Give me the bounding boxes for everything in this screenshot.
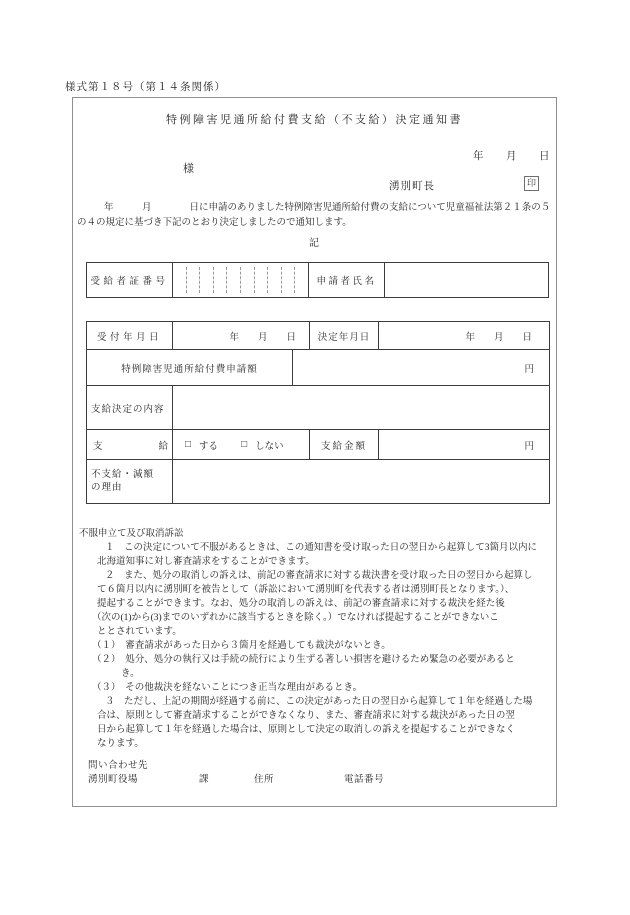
recipient-number-digit-cell[interactable]	[200, 267, 214, 293]
payment-label-left: 支	[93, 441, 103, 452]
appeal-note-line: 合は、原則として審査請求することができなくなり、また、審査請求に対する裁決があった日の翌	[97, 711, 515, 721]
table-row	[87, 386, 549, 430]
table-row	[87, 350, 549, 386]
appeal-note-line: １ この決定について不服があるときは、この通知書を受け取った日の翌日から起算して3箇月以内に	[105, 543, 538, 553]
recipient-number-digit-cell[interactable]	[255, 267, 269, 293]
recipient-table	[86, 262, 549, 298]
decision-content-field[interactable]	[173, 386, 549, 429]
notice-border-box	[72, 97, 557, 807]
denial-reason-label-line2: の理由	[91, 482, 123, 493]
recipient-number-digit-cells	[173, 263, 309, 297]
notice-body-paragraph	[77, 201, 555, 231]
appeal-note-line: （次の(1)から(3)までのいずれかに該当するときを除く。）でなければ提起することができないこ	[92, 613, 499, 623]
table-row	[87, 430, 549, 460]
recipient-number-digit-cell[interactable]	[214, 267, 228, 293]
decision-content-label: 支給決定の内容	[87, 386, 173, 429]
notice-title: 特例障害児通所給付費支給（不支給）決定通知書	[166, 114, 463, 126]
appeal-notes-heading: 不服申立て及び取消訴訟	[79, 529, 184, 539]
seal-label: 印	[526, 178, 536, 188]
contact-address-label: 住所	[254, 775, 275, 785]
appeal-note-line: き。	[121, 669, 140, 679]
addressee-suffix: 様	[183, 163, 194, 175]
recipient-number-digit-cell[interactable]	[173, 267, 187, 293]
checkbox-pay-yes-label: する	[199, 441, 219, 452]
appeal-notes-section	[79, 527, 553, 751]
appeal-note-line: （２） 処分、処分の執行又は手続の続行により生ずる著しい損害を避けるため緊急の必要があると	[92, 655, 515, 665]
table-row	[87, 460, 549, 503]
contact-phone-label: 電話番号	[344, 775, 385, 785]
issue-date-placeholder[interactable]: 年 月 日	[473, 151, 550, 162]
appeal-note-line: ３ ただし、上記の期間が経過する前に、この決定があった日の翌日から起算して１年を経過した場	[105, 697, 533, 707]
body-line-1: 年 月 日に申請のありました特例障害児通所給付費の支給について児童福祉法第２１条の５	[104, 203, 551, 213]
table-row	[87, 322, 549, 350]
checkbox-pay-yes[interactable]: □	[185, 439, 192, 450]
applicant-name-label: 申請者氏名	[309, 263, 385, 297]
contact-office: 湧別町役場	[88, 775, 139, 785]
recipient-number-label: 受給者証番号	[87, 263, 173, 297]
payment-label-right: 給	[158, 441, 168, 452]
denial-reason-label-line1: 不支給・減額	[91, 469, 155, 480]
payment-amount-field[interactable]	[379, 430, 549, 459]
contact-section-label: 課	[199, 775, 210, 785]
form-style-number: 様式第１８号（第１４条関係）	[65, 82, 226, 93]
checkbox-pay-no-label: しない	[255, 441, 284, 452]
appeal-note-line: ととされています。	[97, 627, 182, 637]
requested-amount-unit: 円	[524, 364, 534, 375]
contact-heading: 問い合わせ先	[88, 761, 149, 771]
contact-line	[88, 771, 550, 785]
requested-amount-field[interactable]	[293, 350, 549, 385]
checkbox-pay-no[interactable]: □	[241, 439, 248, 450]
recipient-number-digit-cell[interactable]	[282, 267, 296, 293]
applicant-name-field[interactable]	[385, 263, 548, 297]
recipient-number-digit-cell[interactable]	[227, 267, 241, 293]
appeal-note-line: 日から起算して１年を経過した場合は、原則として決定の取消しの訴えを提起することができなく	[97, 725, 516, 735]
denial-reason-label	[87, 460, 173, 503]
decision-table	[86, 321, 550, 504]
appeal-note-line: て６箇月以内に湧別町を被告として（訴訟において湧別町を代表する者は湧別町長となります。）、	[97, 585, 515, 595]
appeal-note-line: （３） その他裁決を経ないことにつき正当な理由があるとき。	[92, 683, 363, 693]
recipient-number-digit-cell[interactable]	[268, 267, 282, 293]
appeal-note-line: なります。	[97, 739, 144, 749]
recipient-number-digit-cell[interactable]	[241, 267, 255, 293]
appeal-note-line: 北海道知事に対し審査請求をすることができます。	[97, 557, 315, 567]
appeal-note-line: （１） 審査請求があった日から３箇月を経過しても裁決がないとき。	[92, 641, 391, 651]
requested-amount-label: 特例障害児通所給付費申請額	[87, 350, 293, 385]
seal-placeholder-box	[524, 176, 539, 191]
recipient-number-digit-cell[interactable]	[295, 267, 308, 293]
recipient-number-digit-cell[interactable]	[187, 267, 201, 293]
payment-choice-cell	[173, 430, 310, 459]
appeal-note-line: 提起することができます。なお、処分の取消しの訴えは、前記の審査請求に対する裁決を経た後	[97, 599, 505, 609]
decision-date-label: 決定年月日	[310, 322, 379, 349]
denial-reason-field[interactable]	[173, 460, 549, 503]
receipt-date-label: 受付年月日	[87, 322, 173, 349]
receipt-date-field[interactable]: 年 月 日	[173, 322, 310, 349]
body-line-2: の４の規定に基づき下記のとおり決定しましたので通知します。	[77, 218, 352, 228]
issuer-title: 湧別町長	[389, 181, 435, 192]
payment-label	[87, 430, 173, 459]
payment-amount-unit: 円	[524, 441, 534, 452]
payment-amount-label: 支給金額	[310, 430, 379, 459]
decision-date-field[interactable]: 年 月 日	[465, 332, 532, 343]
record-marker: 記	[309, 238, 320, 249]
appeal-note-line: ２ また、処分の取消しの訴えは、前記の審査請求に対する裁決書を受け取った日の翌日から起算し	[105, 571, 533, 581]
